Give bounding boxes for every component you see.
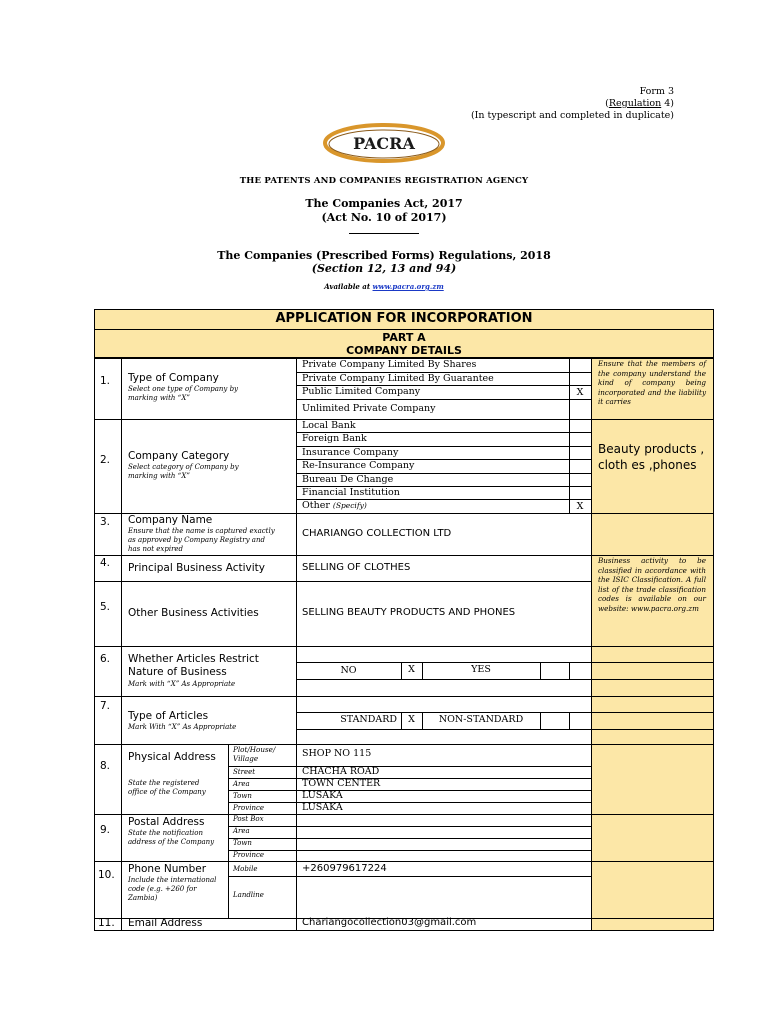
company-name-value[interactable]: CHARIANGO COLLECTION LTD [302,528,452,539]
typescript-note: (In typescript and completed in duplicate) [470,110,674,121]
form-title: APPLICATION FOR INCORPORATION [275,311,533,326]
row-8-number: 8. [100,760,111,772]
company-category-label: Company Category [128,450,230,462]
option-yes: YES [471,664,491,675]
row-10-number: 10. [98,869,115,881]
row-4-number: 4. [100,557,111,569]
option-reinsurance: Re-Insurance Company [302,460,415,471]
other-category-specified[interactable]: Beauty products ,cloth es ,phones [598,442,705,472]
row-5-number: 5. [100,601,111,613]
row-7-number: 7. [100,700,111,712]
type-of-company-hint: Select one type of Company by marking with “X” [128,385,239,402]
pacra-website-link[interactable]: www.pacra.org.zm [372,282,444,291]
row-11-number: 11. [98,917,115,929]
part-title: COMPANY DETAILS [346,344,462,357]
field-post-box-label: Post Box [233,815,264,823]
email-label: Email Address [128,917,203,929]
other-activities-label: Other Business Activities [128,607,259,619]
option-no: NO [340,665,357,676]
postal-address-hint: State the notification address of the Company [128,829,215,846]
form-number: Form 3 [639,86,674,97]
type-of-articles-label: Type of Articles [128,710,209,722]
business-activity-note: Business activity to be classified in accordance with the ISIC Classification. A full list of the trade classification codes is available on our website: www.pacra.org.zm [598,556,706,613]
regulation-ref: (Regulation 4) [605,98,674,109]
field-postal-province-label: Province [233,851,265,859]
option-bureau-de-change: Bureau De Change [302,474,394,485]
mark-standard[interactable]: X [408,714,415,725]
logo-text: PACRA [353,134,415,153]
option-foreign-bank: Foreign Bank [302,433,367,444]
articles-restrict-label-2: Nature of Business [128,666,227,678]
row-2-number: 2. [100,454,111,466]
field-province-label: Province [233,804,265,812]
field-landline-label: Landline [233,891,264,899]
option-non-standard: NON-STANDARD [438,714,524,725]
phone-number-hint: Include the international code (e.g. +260 for Zambia) [128,876,217,902]
physical-town-value[interactable]: LUSAKA [302,790,343,801]
physical-address-label: Physical Address [128,751,216,763]
articles-restrict-label-1: Whether Articles Restrict [128,653,259,665]
option-financial-institution: Financial Institution [302,487,400,498]
form-reference [471,86,674,122]
act-number: (Act No. 10 of 2017) [321,211,447,224]
articles-restrict-hint: Mark with “X” As Appropriate [128,680,236,688]
other-activities-value[interactable]: SELLING BEAUTY PRODUCTS AND PHONES [302,607,516,618]
divider [349,233,419,234]
option-unlimited-private: Unlimited Private Company [302,403,436,414]
physical-street-value[interactable]: CHACHA ROAD [302,766,380,777]
principal-activity-label: Principal Business Activity [128,562,265,574]
type-of-articles-hint: Mark With “X” As Appropriate [128,723,237,731]
postal-address-label: Postal Address [128,816,205,828]
principal-activity-value[interactable]: SELLING OF CLOTHES [302,562,411,573]
row-3-number: 3. [100,516,111,528]
option-local-bank: Local Bank [302,420,356,431]
company-name-label: Company Name [128,514,213,526]
phone-number-label: Phone Number [128,863,207,875]
option-private-shares: Private Company Limited By Shares [302,359,477,370]
field-area-label: Area [233,780,250,788]
company-category-hint: Select category of Company by marking with “X” [128,463,239,480]
field-mobile-label: Mobile [233,865,258,873]
incorporation-form [94,309,714,931]
company-name-hint: Ensure that the name is captured exactly as approved by Company Registry and has not expired [128,527,275,553]
field-town-label: Town [233,792,252,800]
field-street-label: Street [233,768,256,776]
physical-address-hint: State the registered office of the Company [128,779,206,796]
pacra-logo [322,122,446,164]
row-6-number: 6. [100,653,111,665]
regulations-title: The Companies (Prescribed Forms) Regulations, 2018 [217,249,551,262]
field-plot-label: Plot/House/ Village [233,745,276,763]
mark-no[interactable]: X [408,664,415,675]
option-private-guarantee: Private Company Limited By Guarantee [302,373,494,384]
option-standard: STANDARD [340,714,397,725]
physical-plot-value[interactable]: SHOP NO 115 [302,748,372,759]
field-postal-town-label: Town [233,839,252,847]
option-insurance: Insurance Company [302,447,399,458]
act-title: The Companies Act, 2017 [305,197,463,210]
mark-other[interactable]: X [576,501,584,512]
row-9-number: 9. [100,824,111,836]
mobile-value[interactable]: +260979617224 [302,863,387,874]
agency-name: THE PATENTS AND COMPANIES REGISTRATION AGENCY [239,176,529,186]
section-reference: (Section 12, 13 and 94) [311,262,457,275]
physical-province-value[interactable]: LUSAKA [302,802,343,813]
mark-public-limited[interactable]: X [576,387,584,398]
email-value[interactable]: Chariangocollection03@gmail.com [302,917,477,928]
part-label: PART A [382,331,426,344]
row-1-number: 1. [100,375,111,387]
option-public-limited: Public Limited Company [302,386,421,397]
company-type-note: Ensure that the members of the company understand the kind of company being incorporated and the liability it carries [598,359,706,407]
availability-note: Available at www.pacra.org.zm [324,282,444,291]
field-postal-area-label: Area [233,827,250,835]
physical-area-value[interactable]: TOWN CENTER [302,778,381,789]
type-of-company-label: Type of Company [128,372,219,384]
option-other: Other (Specify) [302,500,367,511]
